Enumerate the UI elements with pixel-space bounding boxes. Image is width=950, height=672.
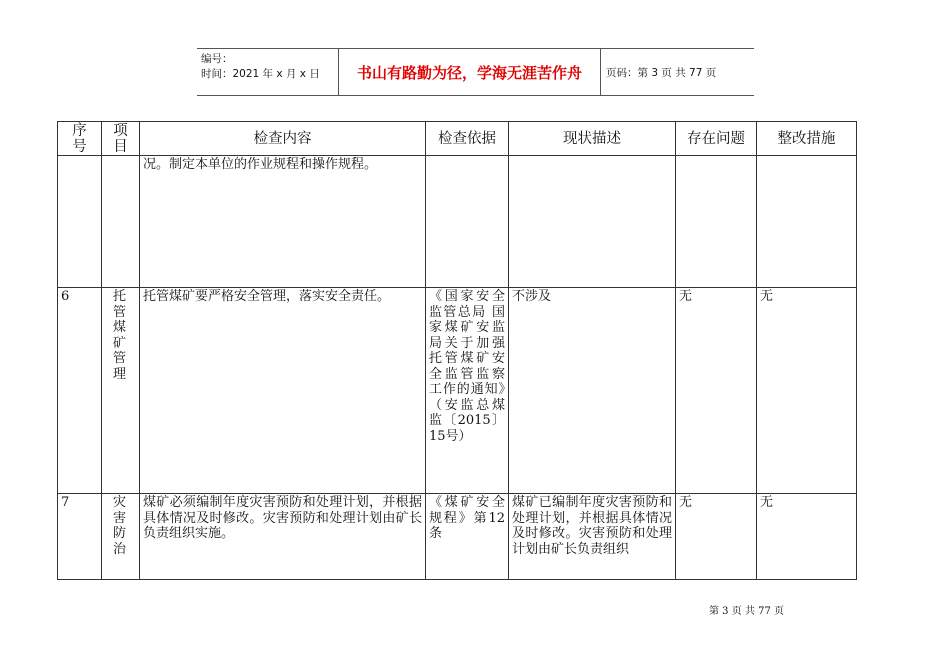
- col-header-measure: 整改措施: [757, 122, 857, 156]
- cell-content: 煤矿必须编制年度灾害预防和处理计划，并根据具体情况及时修改。灾害预防和处理计划由矿长负责组织实施。: [140, 494, 426, 580]
- col-header-problem: 存在问题: [676, 122, 757, 156]
- page-footer: 第 3 页 共 77 页: [709, 606, 784, 617]
- cell-measure: [757, 156, 857, 288]
- inspection-table: [57, 121, 857, 580]
- cell-measure: 无: [757, 288, 857, 494]
- cell-status: 不涉及: [509, 288, 676, 494]
- cell-problem: [676, 156, 757, 288]
- cell-no: [58, 156, 102, 288]
- cell-no: 6: [58, 288, 102, 494]
- col-header-item: 项目: [102, 122, 140, 156]
- cell-item: 托管煤矿管理: [102, 288, 140, 494]
- col-header-content: 检查内容: [140, 122, 426, 156]
- cell-item: 灾害防治: [102, 494, 140, 580]
- serial-label: 编号：: [201, 53, 233, 65]
- cell-basis: 《国家安全监管总局 国家煤矿安监局关于加强托管煤矿安全监管监察工作的通知》（安监总煤监〔2015〕15号）: [426, 288, 509, 494]
- col-header-status: 现状描述: [509, 122, 676, 156]
- time-label: 时间：2021 年 x 月 x 日: [201, 68, 320, 80]
- cell-content: 托管煤矿要严格安全管理，落实安全责任。: [140, 288, 426, 494]
- col-header-basis: 检查依据: [426, 122, 509, 156]
- header-motto: 书山有路勤为径，学海无涯苦作舟: [339, 49, 601, 95]
- cell-content: 况。制定本单位的作业规程和操作规程。: [140, 156, 426, 288]
- cell-measure: 无: [757, 494, 857, 580]
- cell-status: [509, 156, 676, 288]
- cell-problem: 无: [676, 288, 757, 494]
- header-page-info: 页码：第 3 页 共 77 页: [606, 66, 717, 79]
- header-meta: [197, 49, 339, 95]
- cell-basis: 《煤矿安全规程》第12条: [426, 494, 509, 580]
- table-row: [58, 288, 857, 494]
- cell-basis: [426, 156, 509, 288]
- table-header-row: [58, 122, 857, 156]
- cell-no: 7: [58, 494, 102, 580]
- col-header-no: 序号: [58, 122, 102, 156]
- page-header: [197, 48, 754, 96]
- table-row: [58, 156, 857, 288]
- cell-item: [102, 156, 140, 288]
- cell-status: 煤矿已编制年度灾害预防和处理计划，并根据具体情况及时修改。灾害预防和处理计划由矿长负责组织: [509, 494, 676, 580]
- table-row: [58, 494, 857, 580]
- cell-problem: 无: [676, 494, 757, 580]
